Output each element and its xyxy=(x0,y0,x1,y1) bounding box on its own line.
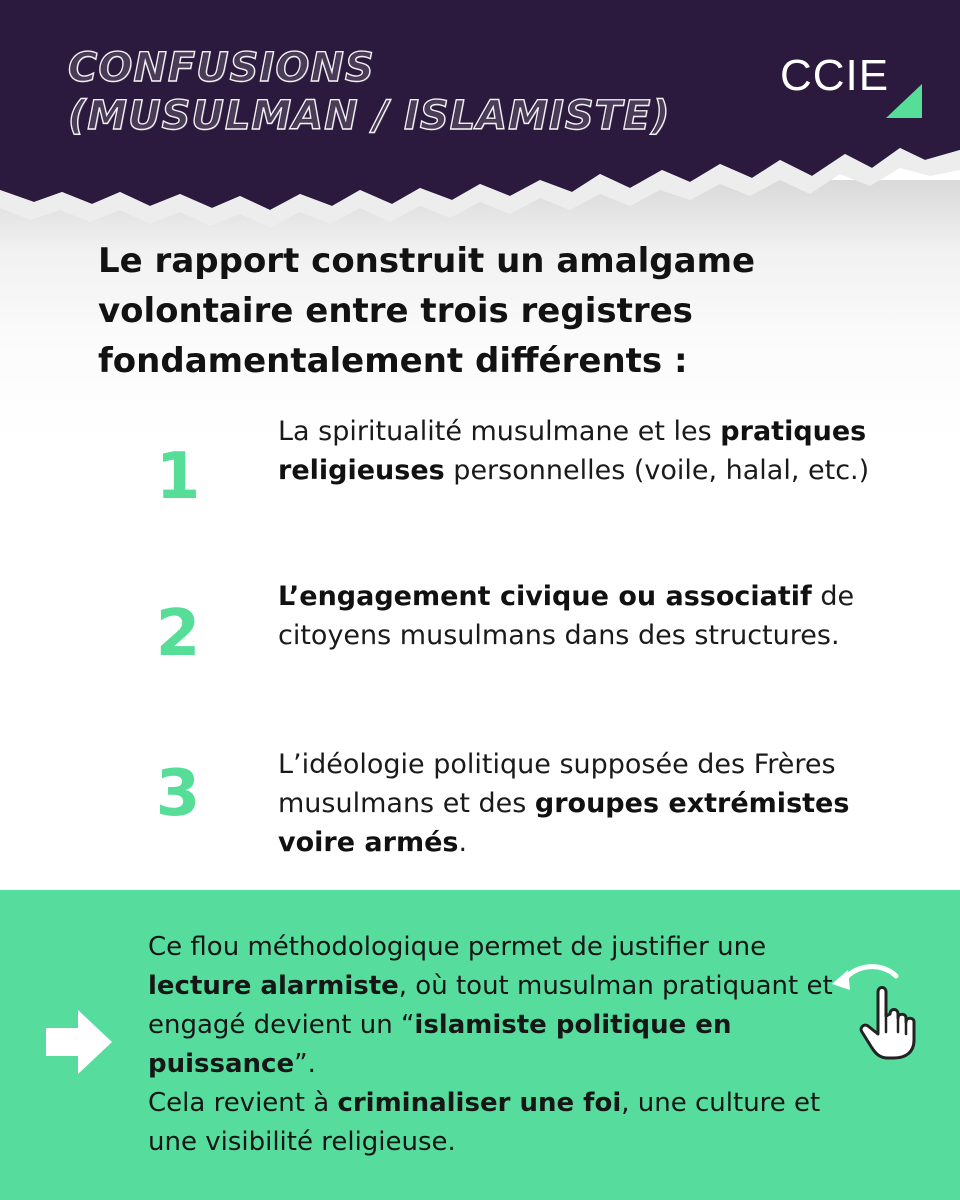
title-line-1: CONFUSIONS xyxy=(68,45,375,91)
page-title xyxy=(68,44,671,140)
item-text xyxy=(278,745,878,862)
footer-text-part: , où tout musulman pratiquant et engagé devient un “ xyxy=(148,971,833,1040)
item-text-part: . xyxy=(458,827,468,858)
item-number: 2 xyxy=(155,597,201,671)
footer-text-part: Cela revient à xyxy=(148,1088,338,1118)
item-text-bold: pratiques religieuses xyxy=(278,416,867,486)
footer-text-part: , une culture et une visibilité religieuse. xyxy=(148,1088,821,1157)
logo-text: CCIE xyxy=(780,51,890,100)
title-line-2: (MUSULMAN / ISLAMISTE) xyxy=(68,93,671,139)
footer-text-bold: islamiste politique en puissance xyxy=(148,1010,732,1079)
item-text-part: La spiritualité musulmane et les xyxy=(278,416,721,447)
item-text xyxy=(278,412,878,490)
swipe-hand-icon xyxy=(826,958,936,1062)
footer-text-bold: criminaliser une foi xyxy=(337,1088,622,1118)
footer-text-bold: lecture alarmiste xyxy=(148,971,399,1001)
footer-text-part: Ce flou méthodologique permet de justifier une xyxy=(148,932,767,962)
ccie-logo xyxy=(780,51,925,118)
footer-text-part: ”. xyxy=(294,1049,316,1079)
item-text xyxy=(278,577,878,655)
logo-triangle-icon xyxy=(886,84,922,118)
item-text-part: L’idéologie politique supposée des Frères musulmans et des xyxy=(278,749,836,819)
item-text-part: de citoyens musulmans dans des structures. xyxy=(278,581,855,651)
item-number: 3 xyxy=(155,757,201,831)
arrow-right-icon xyxy=(44,1008,114,1076)
intro-text: Le rapport construit un amalgame volontaire entre trois registres fondamentalement différents : xyxy=(98,241,756,381)
item-text-bold: L’engagement civique ou associatif xyxy=(278,581,812,612)
item-text-part: personnelles (voile, halal, etc.) xyxy=(444,455,870,486)
item-number: 1 xyxy=(155,440,201,514)
item-text-bold: groupes extrémistes voire armés xyxy=(278,788,850,858)
footer-text xyxy=(148,928,848,1162)
